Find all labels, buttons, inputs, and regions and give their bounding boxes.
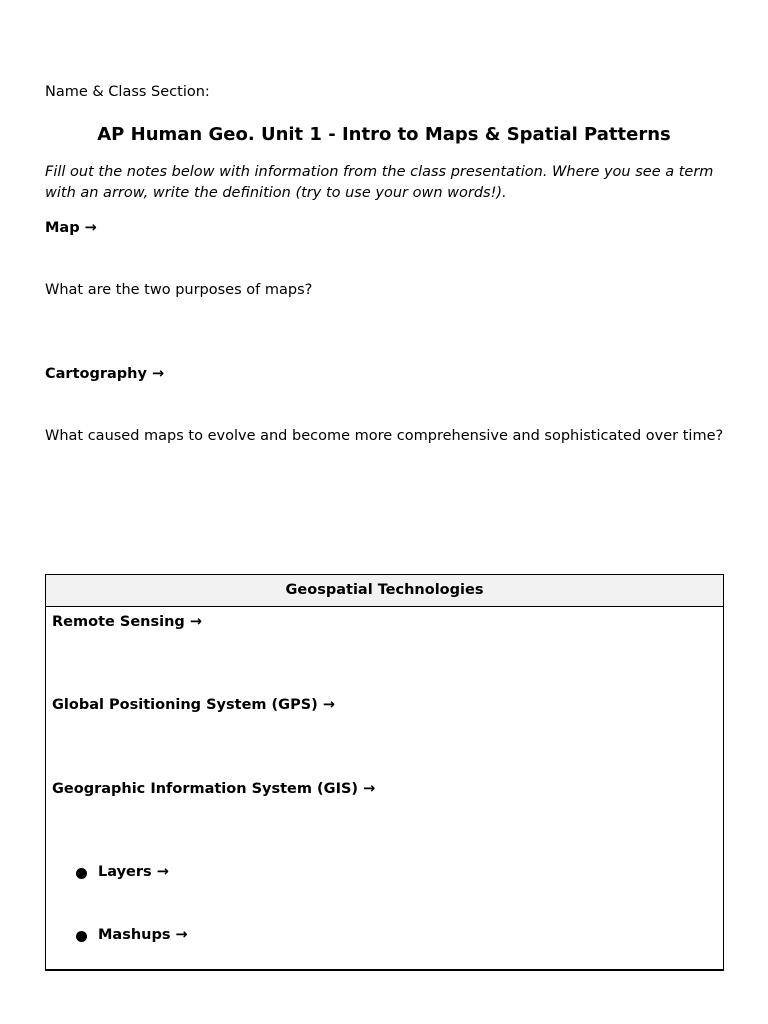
term-gis: Geographic Information System (GIS) →	[52, 781, 376, 797]
bullet-icon	[76, 931, 87, 942]
worksheet-title: AP Human Geo. Unit 1 - Intro to Maps & Spatial Patterns	[97, 124, 671, 145]
question-maps-evolve: What caused maps to evolve and become more comprehensive and sophisticated over time?	[45, 428, 724, 444]
geospatial-technologies-table	[45, 574, 724, 971]
instructions-text: Fill out the notes below with information from the class presentation. Where you see a term with an arrow, write the definition (try to use your own words!).	[45, 164, 714, 201]
term-map: Map →	[45, 220, 97, 236]
name-class-section-label: Name & Class Section:	[45, 84, 210, 100]
term-layers: Layers →	[98, 864, 169, 880]
question-two-purposes: What are the two purposes of maps?	[45, 282, 313, 298]
term-gps: Global Positioning System (GPS) →	[52, 697, 335, 713]
term-cartography: Cartography →	[45, 366, 165, 382]
term-mashups: Mashups →	[98, 927, 188, 943]
bullet-icon	[76, 868, 87, 879]
table-header: Geospatial Technologies	[46, 575, 723, 607]
term-remote-sensing: Remote Sensing →	[52, 614, 202, 630]
